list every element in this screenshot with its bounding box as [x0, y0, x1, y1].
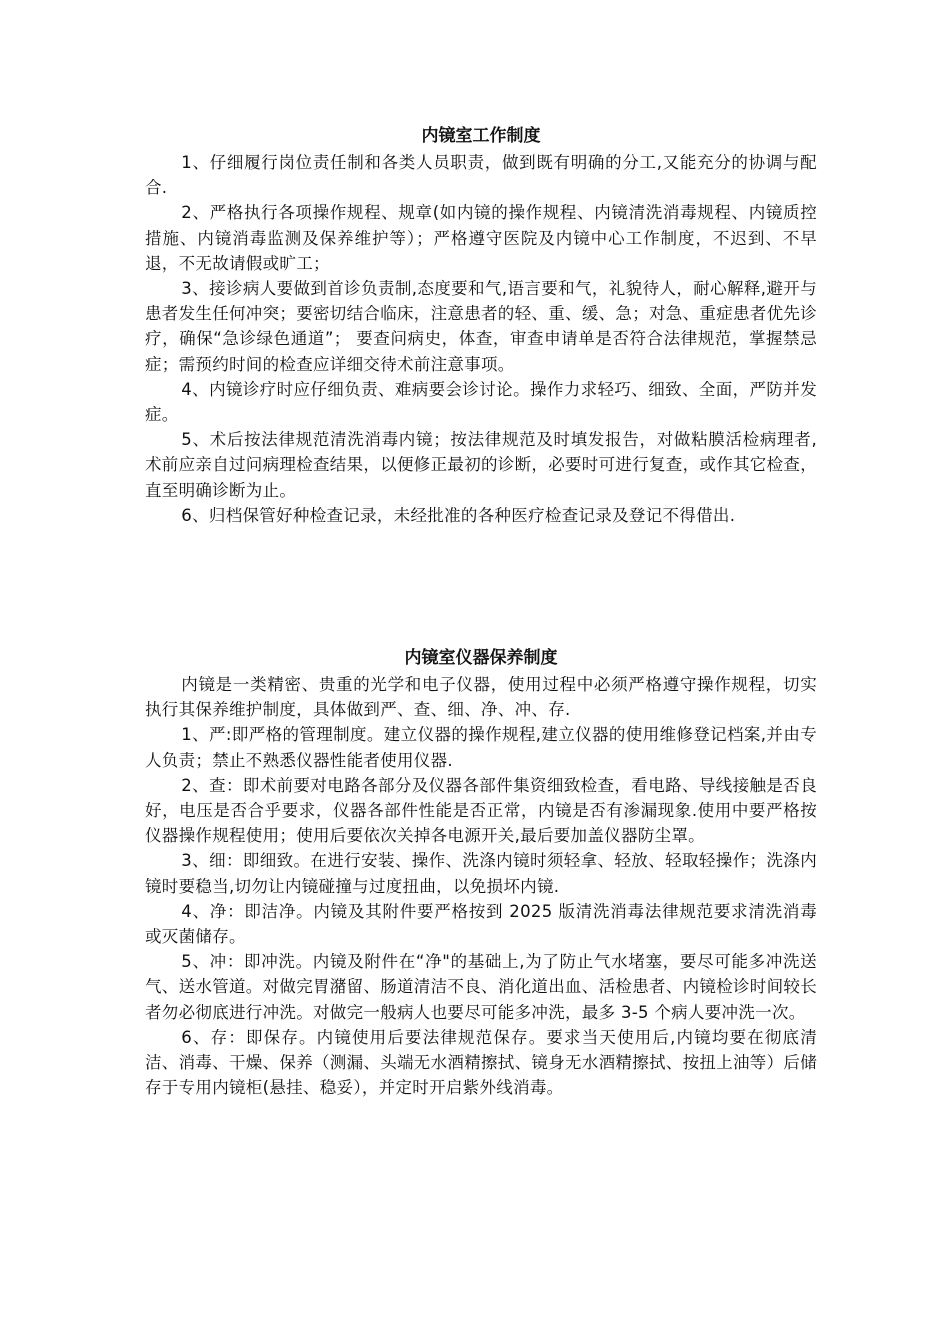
- paragraph: 4、净：即洁净。内镜及其附件要严格按到 2025 版清洗消毒法律规范要求清洗消毒或灭菌储存。: [145, 901, 817, 947]
- paragraph: 3、接诊病人要做到首诊负责制,态度要和气,语言要和气，礼貌待人，耐心解释,避开与患者发生任何冲突；要密切结合临床，注意患者的轻、重、缓、急；对急、重症患者优先诊疗，确保“急诊绿色通道”； 要查问病史，体查，审查申请单是否符合法律规范，掌握禁忌症；需预约时间的检查应详细交待术前注意事项。: [145, 279, 817, 374]
- paragraph: 5、术后按法律规范清洗消毒内镜；按法律规范及时填发报告，对做粘膜活检病理者,术前应亲自过问病理检查结果，以便修正最初的诊断，必要时可进行复查，或作其它检查，直至明确诊断为止。: [145, 430, 817, 500]
- paragraph: 3、细：即细致。在进行安装、操作、洗涤内镜时须轻拿、轻放、轻取轻操作；洗涤内镜时要稳当,切勿让内镜碰撞与过度扭曲，以免损坏内镜.: [145, 851, 817, 896]
- section-title: 内镜室仪器保养制度: [404, 648, 558, 668]
- paragraph: 2、严格执行各项操作规程、规章(如内镜的操作规程、内镜清洗消毒规程、内镜质控措施、内镜消毒监测及保养维护等）；严格遵守医院及内镜中心工作制度，不迟到、不早退，不无故请假或旷工；: [145, 203, 817, 273]
- section-work-rules: [145, 124, 817, 528]
- paragraph: 6、归档保管好种检查记录，未经批准的各种医疗检查记录及登记不得借出.: [181, 505, 736, 525]
- paragraph: 4、内镜诊疗时应仔细负责、难病要会诊讨论。操作力求轻巧、细致、全面，严防并发症。: [145, 379, 817, 425]
- section-title: 内镜室工作制度: [421, 126, 541, 146]
- paragraph: 1、严:即严格的管理制度。建立仪器的操作规程,建立仪器的使用维修登记档案,并由专人负责；禁止不熟悉仪器性能者使用仪器.: [145, 725, 817, 770]
- paragraph: 1、仔细履行岗位责任制和各类人员职责，做到既有明确的分工,又能充分的协调与配合.: [145, 153, 817, 198]
- paragraph: 内镜是一类精密、贵重的光学和电子仪器，使用过程中必须严格遵守操作规程，切实执行其保养维护制度，具体做到严、查、细、净、冲、存.: [145, 675, 817, 720]
- paragraph: 5、冲：即冲洗。内镜及附件在“净"的基础上,为了防止气水堵塞，要尽可能多冲洗送气、送水管道。对做完胃潴留、肠道清洁不良、消化道出血、活检患者、内镜检诊时间较长者勿必彻底进行冲洗。对做完一般病人也要尽可能多冲洗，最多 3-5 个病人要冲洗一次。: [145, 952, 817, 1022]
- paragraph: 6、存：即保存。内镜使用后要法律规范保存。要求当天使用后,内镜均要在彻底清洁、消毒、干燥、保养（测漏、头端无水酒精擦拭、镜身无水酒精擦拭、按扭上油等）后储存于专用内镜柜(悬挂、稳妥），并定时开启紫外线消毒。: [145, 1027, 817, 1098]
- section-maintenance-rules: [145, 646, 817, 1100]
- paragraph: 2、查：即术前要对电路各部分及仪器各部件集资细致检查，看电路、导线接触是否良好，电压是否合乎要求，仪器各部件性能是否正常，内镜是否有渗漏现象.使用中要严格按仪器操作规程使用；使用后要依次关掉各电源开关,最后要加盖仪器防尘罩。: [145, 775, 817, 846]
